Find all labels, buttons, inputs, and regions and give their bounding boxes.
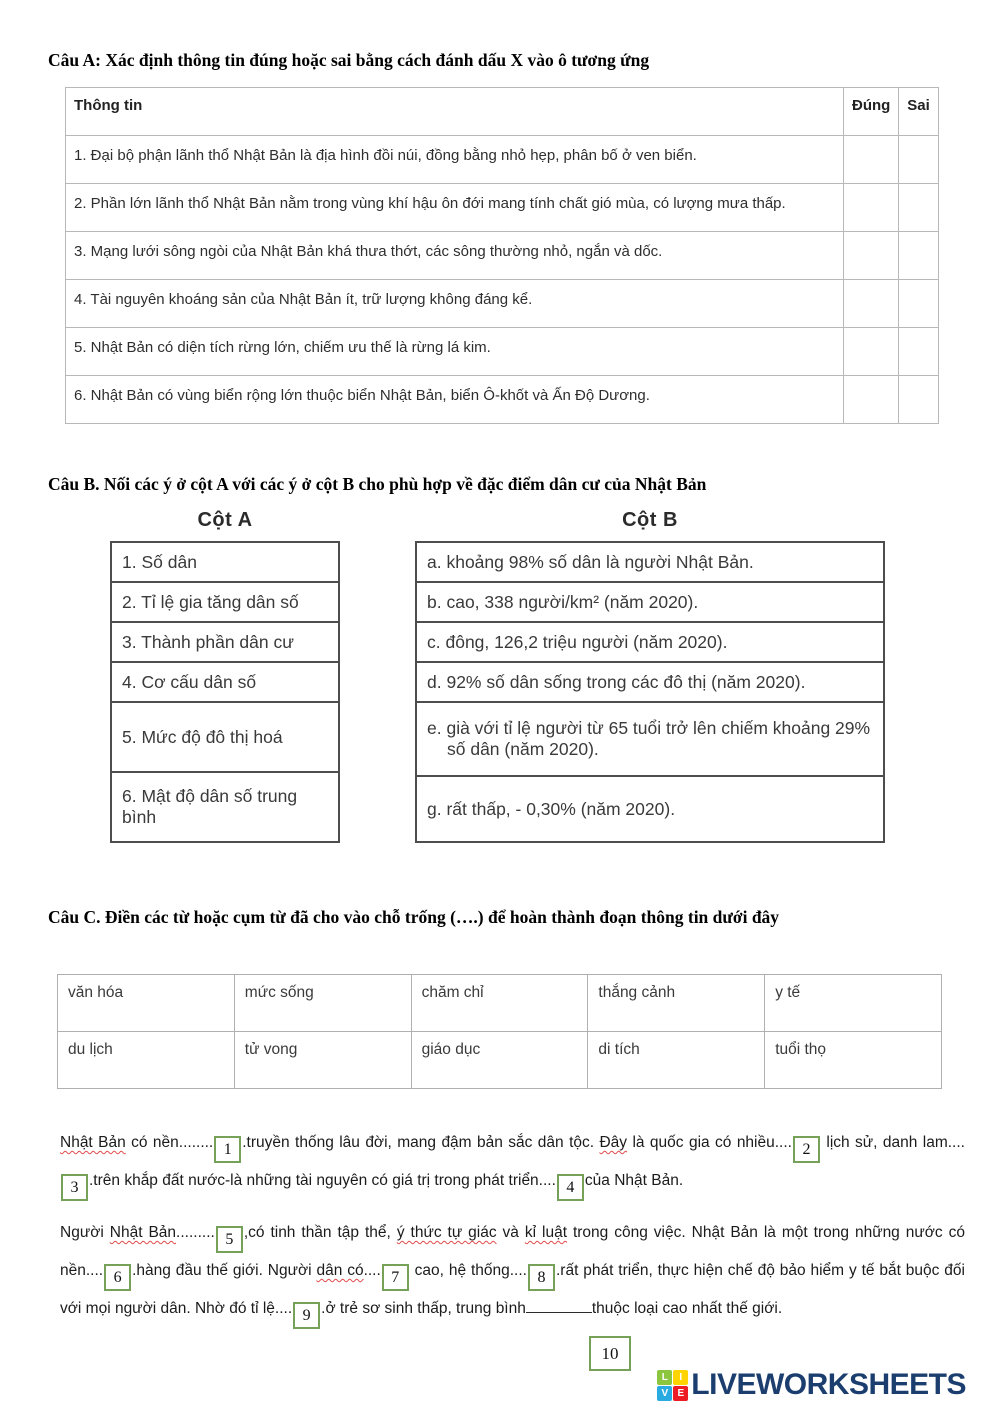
paragraph-text: .truyền thống lâu đời, mang đậm bản sắc dân tộc. <box>242 1134 600 1151</box>
false-cell-5[interactable] <box>899 328 939 376</box>
paragraph-text: có nền........ <box>125 1134 214 1151</box>
paragraph-text: cao, hệ thống.... <box>409 1262 527 1279</box>
blank-input-3[interactable]: 3 <box>61 1174 88 1201</box>
logo-letter-i: I <box>673 1370 688 1385</box>
col-a-item-6[interactable]: 6. Mật độ dân số trung bình <box>111 772 339 842</box>
paragraph-text: ý thức tự giác <box>396 1224 497 1241</box>
statement-4: 4. Tài nguyên khoáng sản của Nhật Bản ít, trữ lượng không đáng kể. <box>66 280 844 328</box>
table-row <box>66 136 939 184</box>
paragraph-text: Người <box>60 1224 110 1241</box>
statement-5: 5. Nhật Bản có diện tích rừng lớn, chiếm ưu thế là rừng lá kim. <box>66 328 844 376</box>
true-cell-5[interactable] <box>844 328 899 376</box>
false-cell-6[interactable] <box>899 376 939 424</box>
word-bank-cell: mức sống <box>234 975 411 1032</box>
blank-input-2[interactable]: 2 <box>793 1136 820 1163</box>
true-cell-6[interactable] <box>844 376 899 424</box>
word-bank-cell: tuổi thọ <box>765 1032 942 1089</box>
paragraph-text: Nhật Bản <box>60 1134 126 1151</box>
false-cell-2[interactable] <box>899 184 939 232</box>
col-a-item-1[interactable]: 1. Số dân <box>111 542 339 582</box>
false-cell-3[interactable] <box>899 232 939 280</box>
true-cell-1[interactable] <box>844 136 899 184</box>
section-a-title: Câu A: Xác định thông tin đúng hoặc sai bằng cách đánh dấu X vào ô tương ứng <box>48 50 650 70</box>
column-b-header: Cột B <box>622 509 678 531</box>
paragraph-text: .ở trẻ sơ sinh thấp, trung bình <box>321 1300 526 1317</box>
liveworksheets-logo-icon <box>657 1370 688 1401</box>
logo-wordmark: LIVEWORKSHEETS <box>691 1368 966 1401</box>
logo-letter-v: V <box>657 1386 672 1401</box>
col-a-item-2[interactable]: 2. Tỉ lệ gia tăng dân số <box>111 582 339 622</box>
logo-letter-e: E <box>673 1386 688 1401</box>
blank-input-9[interactable]: 9 <box>293 1302 320 1329</box>
false-cell-4[interactable] <box>899 280 939 328</box>
statement-2: 2. Phần lớn lãnh thổ Nhật Bản nằm trong vùng khí hậu ôn đới mang tính chất gió mùa, có lượng mưa thấp. <box>66 184 844 232</box>
word-bank-cell: văn hóa <box>58 975 235 1032</box>
blank-input-8[interactable]: 8 <box>528 1264 555 1291</box>
col-a-item-3[interactable]: 3. Thành phần dân cư <box>111 622 339 662</box>
paragraph-text: .... <box>363 1262 381 1279</box>
blank-input-7[interactable]: 7 <box>382 1264 409 1291</box>
col-b-item-g[interactable]: g. rất thấp, - 0,30% (năm 2020). <box>416 776 884 842</box>
false-cell-1[interactable] <box>899 136 939 184</box>
liveworksheets-logo[interactable] <box>657 1368 966 1402</box>
paragraph-text: .rất phát triển, thực hiện chế độ bảo hiểm y tế bắt buộc đối với mọi người dân. Nhờ đó tỉ lệ.... <box>60 1262 965 1317</box>
true-cell-2[interactable] <box>844 184 899 232</box>
matching-area <box>0 509 1000 849</box>
paragraph-text: .hàng đầu thế giới. Người <box>132 1262 317 1279</box>
blank-input-5[interactable]: 5 <box>216 1226 243 1253</box>
paragraph-text: và <box>496 1224 525 1241</box>
statement-1: 1. Đại bộ phận lãnh thổ Nhật Bản là địa hình đồi núi, đồng bằng nhỏ hẹp, phân bố ở ven biển. <box>66 136 844 184</box>
paragraph-text: .trên khắp đất nước-là những tài nguyên có giá trị trong phát triển.... <box>89 1172 556 1189</box>
true-false-table <box>65 87 939 424</box>
word-bank-cell: chăm chỉ <box>411 975 588 1032</box>
column-b-table <box>415 541 885 843</box>
paragraph-text: trong công việc. Nhật Bản là một trong những nước có nền.... <box>60 1224 965 1279</box>
word-bank-row <box>58 975 942 1032</box>
paragraph-2 <box>60 1215 965 1363</box>
column-a-table <box>110 541 340 843</box>
paragraph-text: của Nhật Bản. <box>584 1172 684 1189</box>
col-b-item-d[interactable]: d. 92% số dân sống trong các đô thị (năm 2020). <box>416 662 884 702</box>
col-b-item-e[interactable]: e. già với tỉ lệ người từ 65 tuổi trở lên chiếm khoảng 29% số dân (năm 2020). <box>416 702 884 776</box>
col-b-item-a[interactable]: a. khoảng 98% số dân là người Nhật Bản. <box>416 542 884 582</box>
word-bank-cell: tử vong <box>234 1032 411 1089</box>
table-row <box>66 232 939 280</box>
word-bank-cell: du lịch <box>58 1032 235 1089</box>
col-a-item-4[interactable]: 4. Cơ cấu dân số <box>111 662 339 702</box>
paragraph-text: ......... <box>176 1224 215 1241</box>
paragraph-text: Nhật Bản <box>109 1224 177 1241</box>
section-b-title: Câu B. Nối các ý ở cột A với các ý ở cột B cho phù hợp về đặc điểm dân cư của Nhật Bản <box>48 474 707 494</box>
paragraph-text: dân có <box>316 1262 364 1279</box>
paragraph-text: là quốc gia có nhiều.... <box>627 1134 792 1151</box>
word-bank-cell: thắng cảnh <box>588 975 765 1032</box>
column-header-info: Thông tin <box>66 88 844 136</box>
word-bank-table <box>57 974 942 1089</box>
table-row <box>66 376 939 424</box>
statement-6: 6. Nhật Bản có vùng biển rộng lớn thuộc biển Nhật Bản, biển Ô-khốt và Ấn Độ Dương. <box>66 376 844 424</box>
word-bank-cell: di tích <box>588 1032 765 1089</box>
section-c-title: Câu C. Điền các từ hoặc cụm từ đã cho vào chỗ trống (….) để hoàn thành đoạn thông tin dưới đây <box>48 907 780 927</box>
statement-3: 3. Mạng lưới sông ngòi của Nhật Bản khá thưa thớt, các sông thường nhỏ, ngắn và dốc. <box>66 232 844 280</box>
table-row <box>66 280 939 328</box>
word-bank-cell: giáo dục <box>411 1032 588 1089</box>
paragraph-text: Đây <box>599 1134 628 1151</box>
blank-input-10[interactable]: 10 <box>589 1336 631 1371</box>
blank-input-6[interactable]: 6 <box>104 1264 131 1291</box>
table-header-row <box>66 88 939 136</box>
column-a-header: Cột A <box>197 509 253 531</box>
col-b-item-c[interactable]: c. đông, 126,2 triệu người (năm 2020). <box>416 622 884 662</box>
true-cell-4[interactable] <box>844 280 899 328</box>
paragraph-text: thuộc loại cao nhất thế giới. <box>591 1300 783 1317</box>
paragraph-text: ,có tinh thần tập thể, <box>243 1224 397 1241</box>
table-row <box>66 184 939 232</box>
column-header-false: Sai <box>899 88 939 136</box>
answer-gap-line <box>526 1301 592 1313</box>
word-bank-row <box>58 1032 942 1089</box>
paragraph-text: lịch sử, danh lam.... <box>820 1134 965 1151</box>
true-cell-3[interactable] <box>844 232 899 280</box>
logo-letter-l: L <box>657 1370 672 1385</box>
word-bank-cell: y tế <box>765 975 942 1032</box>
column-header-true: Đúng <box>844 88 899 136</box>
blank-input-1[interactable]: 1 <box>214 1136 241 1163</box>
paragraph-1 <box>60 1125 965 1201</box>
table-row <box>66 328 939 376</box>
paragraph-text: kỉ luật <box>524 1224 568 1241</box>
col-b-item-b[interactable]: b. cao, 338 người/km² (năm 2020). <box>416 582 884 622</box>
blank-input-4[interactable]: 4 <box>557 1174 584 1201</box>
col-a-item-5[interactable]: 5. Mức độ đô thị hoá <box>111 702 339 772</box>
